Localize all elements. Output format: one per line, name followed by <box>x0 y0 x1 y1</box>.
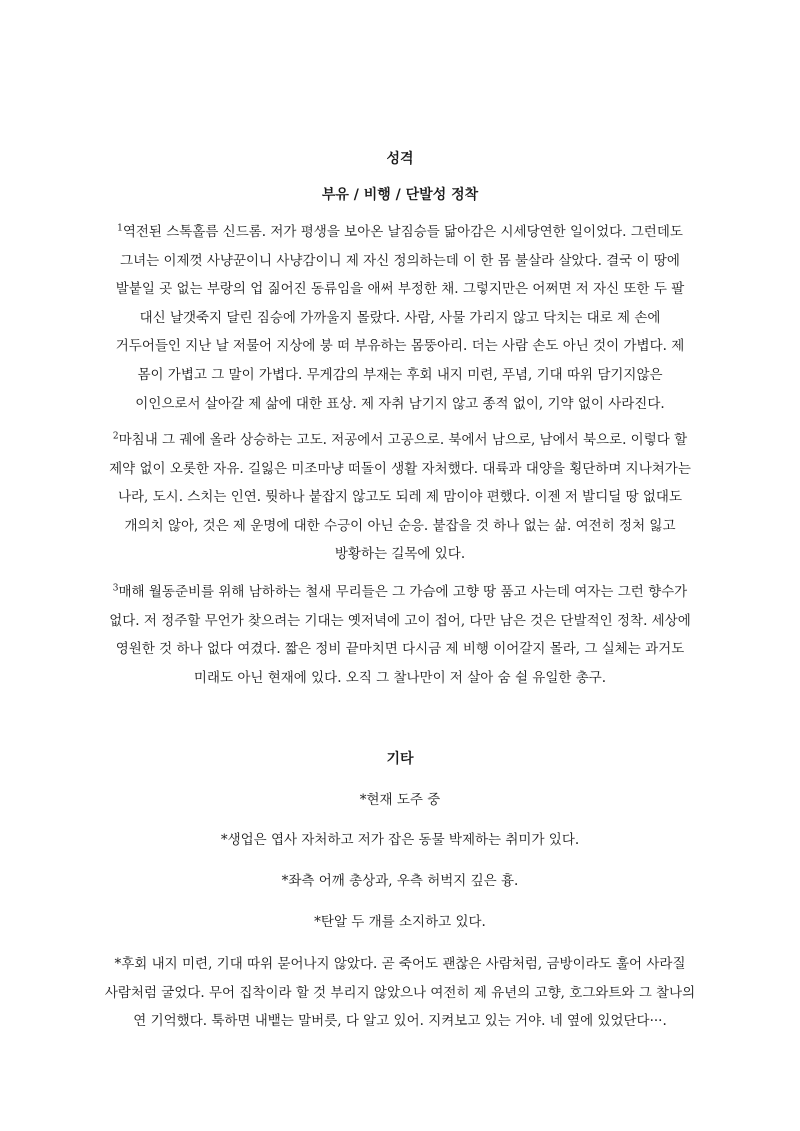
personality-paragraph-1 <box>95 218 705 418</box>
paragraph-line: 개의치 않아, 것은 제 운명에 대한 수긍이 아닌 순응. 붙잡을 것 하나 없는 삶. 여전히 정처 잃고 <box>124 517 676 534</box>
paragraph-line: 없다. 저 정주할 무언가 찾으려는 기대는 옛저녁에 고이 접어, 다만 남은 것은 단발적인 정착. 세상에 <box>109 612 691 629</box>
paragraph-line: 거두어들인 지난 날 저물어 지상에 붕 떠 부유하는 몸뚱아리. 더는 사람 손도 아닌 것이 가볍다. 제 <box>115 338 685 355</box>
section-title-misc: 기타 <box>386 751 414 767</box>
paragraph-line: 발붙일 곳 없는 부랑의 업 짊어진 동류임을 애써 부정한 채. 그렇지만은 어쩌면 저 자신 또한 두 팔 <box>115 281 685 298</box>
misc-line: 연 기억했다. 툭하면 내뱉는 말버릇, 다 알고 있어. 지켜보고 있는 거야. 네 옆에 있었단다···. <box>133 1013 667 1030</box>
paragraph-line: 몸이 가볍고 그 말이 가볍다. 무게감의 부재는 후회 내지 미련, 푸념, 기대 따위 담기지않은 <box>137 366 663 383</box>
paragraph-line: 대신 날갯죽지 달린 짐승에 가까울지 몰랐다. 사람, 사물 가리지 않고 닥치는 대로 제 손에 <box>139 309 661 326</box>
paragraph-line: $^3$매해 월동준비를 위해 남하하는 철새 무리들은 그 가슴에 고향 땅 품고 사는데 여자는 그런 향수가 <box>112 583 688 600</box>
misc-line: *후회 내지 미련, 기대 따위 묻어나지 않았다. 곧 죽어도 괜찮은 사람처럼, 금방이라도 훌어 사라질 <box>114 956 686 972</box>
paragraph-line: 영원한 것 하나 없다 여겼다. 짧은 정비 끝마치면 다시금 제 비행 이어갈지 몰라, 그 실체는 과거도 <box>115 641 685 658</box>
section-title-personality: 성격 <box>386 151 414 167</box>
paragraph-line: 나라, 도시. 스치는 인연. 뭣하나 붙잡지 않고도 되레 제 맘이야 편했다. 이젠 저 발디딜 땅 없대도 <box>117 489 683 506</box>
paragraph-line: 이인으로서 살아갈 제 삶에 대한 표상. 제 자취 남기지 않고 종적 없이, 기약 없이 사라진다. <box>135 395 665 412</box>
paragraph-line: 방황하는 길목에 있다. <box>334 546 466 563</box>
footnote-marker: 2 <box>112 431 119 442</box>
misc-item-2 <box>95 826 705 855</box>
misc-item-5 <box>95 950 705 1036</box>
misc-line: *탄알 두 개를 소지하고 있다. <box>314 914 486 930</box>
misc-line: *생업은 엽사 자처하고 저가 잡은 동물 박제하는 취미가 있다. <box>220 832 580 848</box>
misc-line: *현재 도주 중 <box>359 792 441 808</box>
personality-paragraph-3 <box>95 578 705 692</box>
section-subtitle-personality: 부유 / 비행 / 단발성 정착 <box>321 187 479 203</box>
footnote-marker: 3 <box>112 583 119 594</box>
paragraph-line: $^1$역전된 스톡홀름 신드롬. 저가 평생을 보아온 날짐승들 닮아감은 시세당연한 일이었다. 그런데도 <box>117 223 683 240</box>
misc-item-1 <box>95 786 705 815</box>
misc-line: 사람처럼 굴었다. 무어 집착이라 할 것 부리지 않았으나 여전히 제 유년의 고향, 호그와트와 그 찰나의 <box>104 984 696 1001</box>
misc-line: *좌측 어깨 총상과, 우측 허벅지 깊은 흉. <box>281 873 519 889</box>
paragraph-line: 그녀는 이제껏 사냥꾼이니 사냥감이니 제 자신 정의하는데 이 한 몸 불살라 살았다. 결국 이 땅에 <box>120 252 680 269</box>
personality-paragraph-2 <box>95 426 705 569</box>
misc-item-3 <box>95 867 705 896</box>
paragraph-line: $^2$마침내 그 궤에 올라 상승하는 고도. 저공에서 고공으로. 북에서 남으로, 남에서 북으로. 이렇다 할 <box>112 431 688 448</box>
misc-item-4 <box>95 908 705 937</box>
footnote-marker: 1 <box>117 223 123 234</box>
paragraph-line: 미래도 아닌 현재에 있다. 오직 그 찰나만이 저 살아 숨 쉴 유일한 총구. <box>193 669 607 686</box>
paragraph-line: 제약 없이 오롯한 자유. 길잃은 미조마냥 떠돌이 생활 자처했다. 대륙과 대양을 횡단하며 지나쳐가는 <box>109 460 691 477</box>
